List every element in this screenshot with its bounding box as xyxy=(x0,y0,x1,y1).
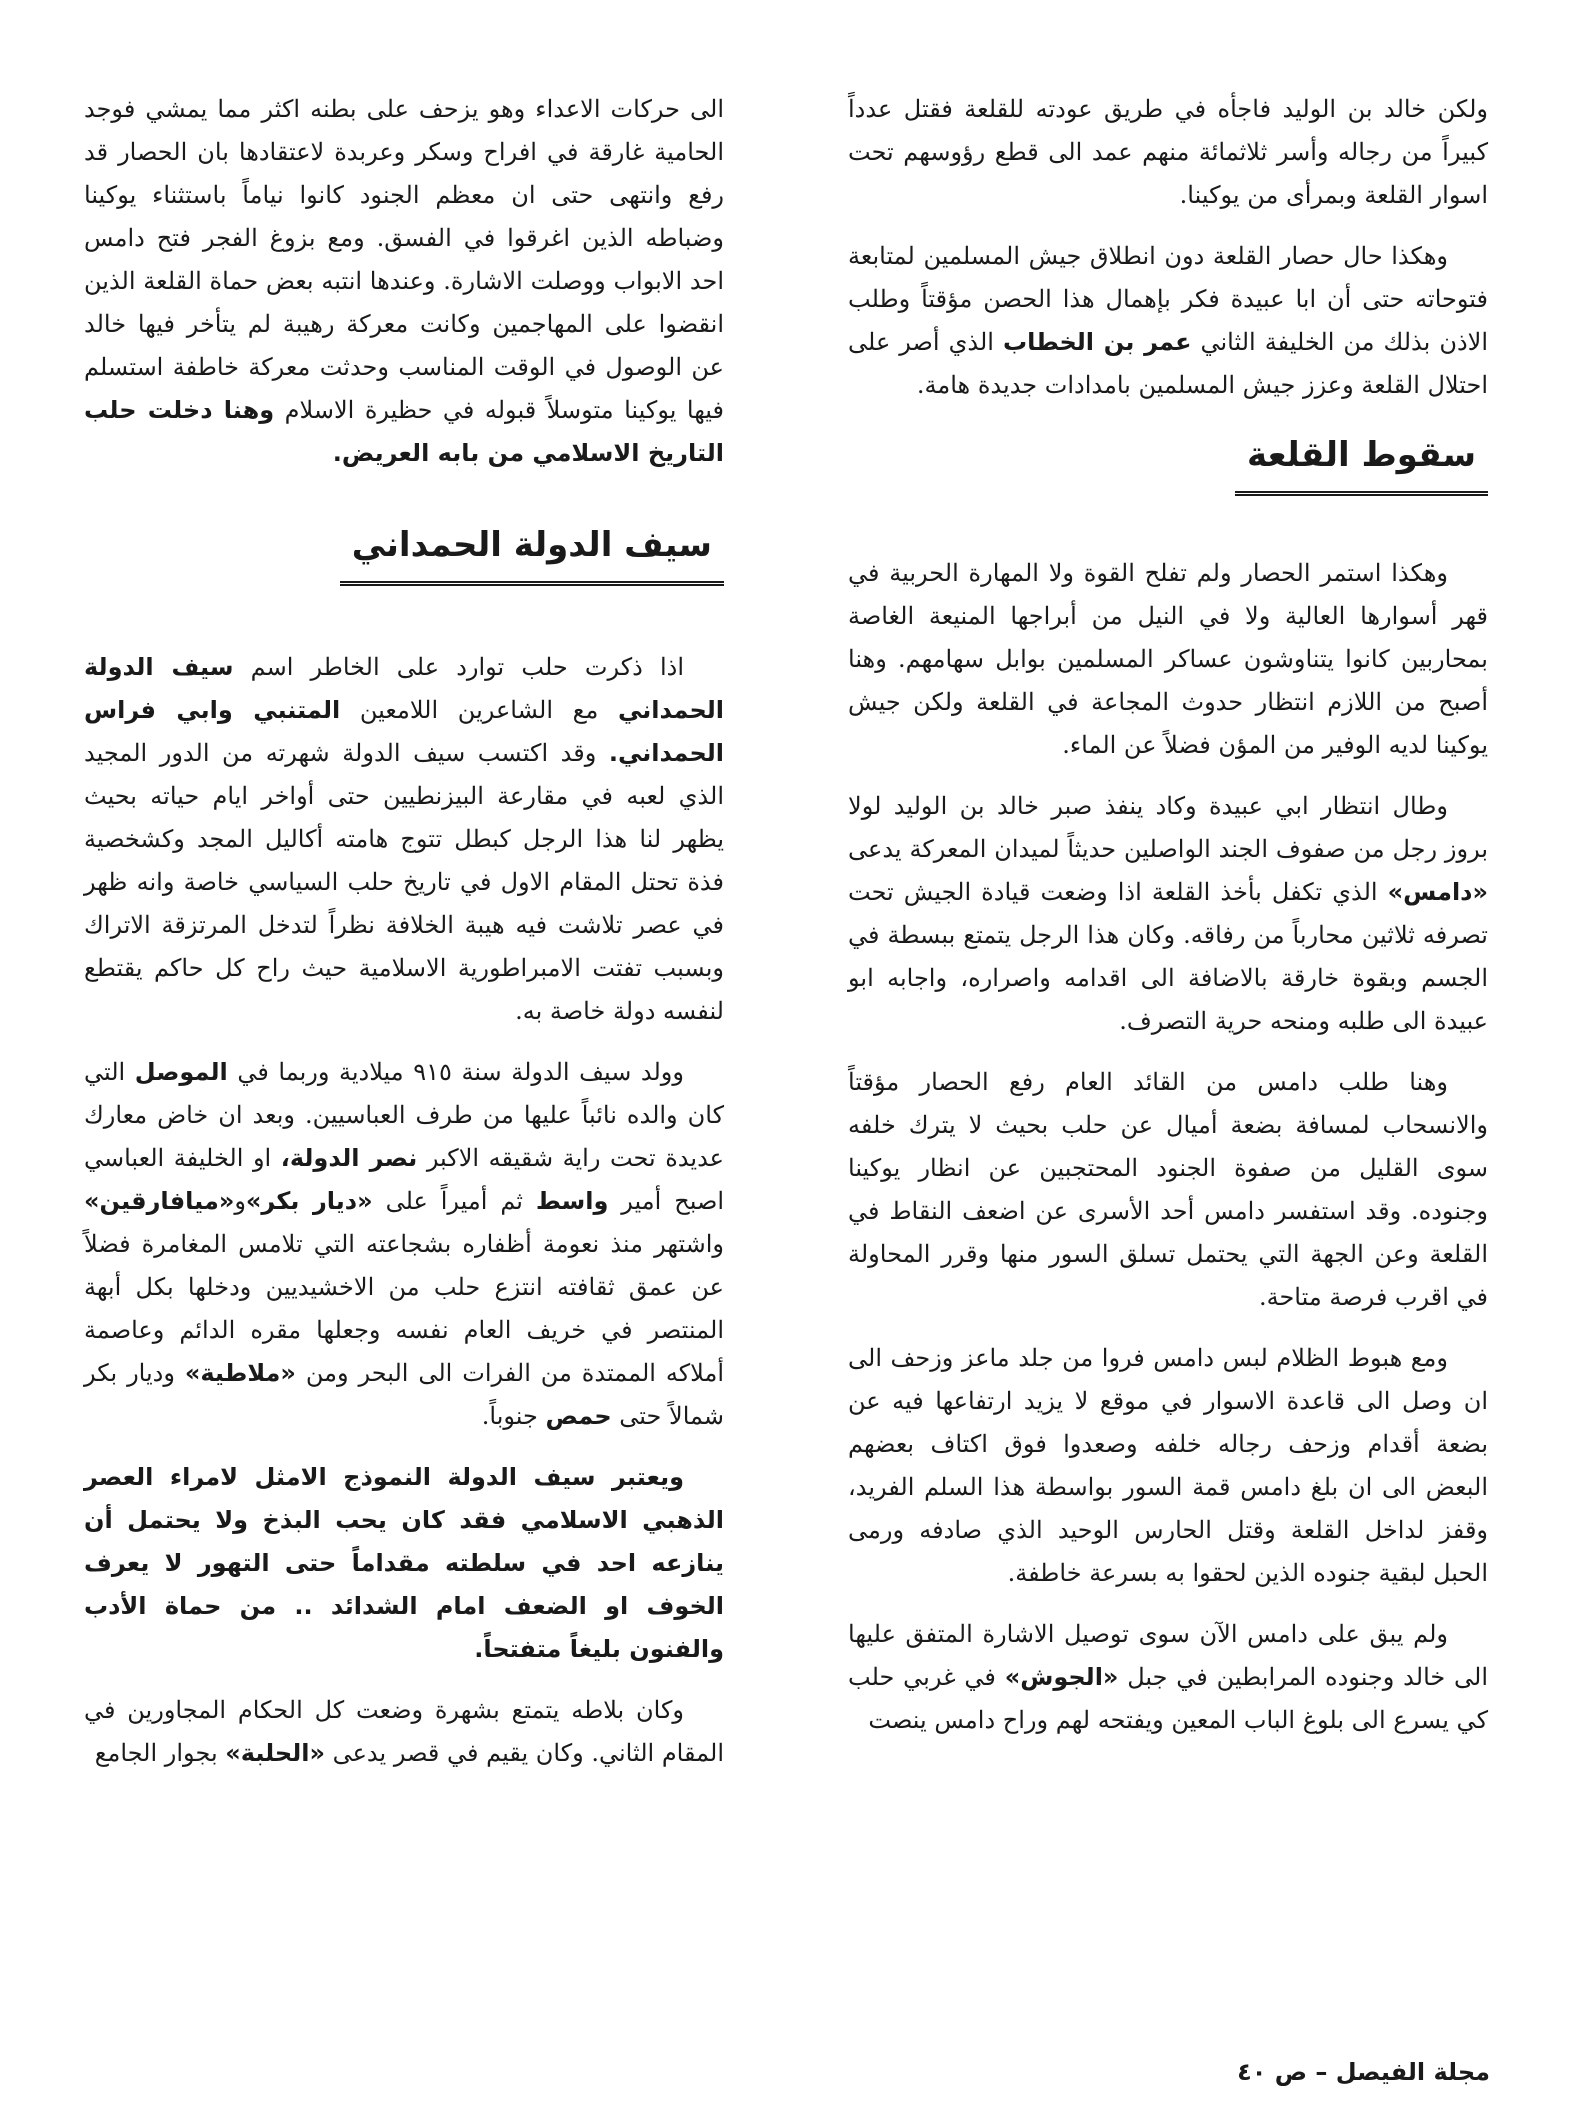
text-span: و xyxy=(234,1187,246,1215)
text-span: وولد سيف الدولة سنة ٩١٥ ميلادية وربما في xyxy=(237,1058,684,1086)
text-span: وديار بكر شمالاً حتى xyxy=(84,1359,724,1430)
text-span: في غربي حلب كي يسرع الى بلوغ الباب المعين ويفتحه لهم وراح دامس ينصت xyxy=(848,1663,1488,1734)
bold-aleppo-enters-islam: وهنا دخلت حلب التاريخ الاسلامي من بابه العريض. xyxy=(84,396,724,467)
text-span: مع الشاعرين اللامعين xyxy=(359,696,599,724)
right-column xyxy=(848,88,1488,1760)
left-column xyxy=(84,88,724,1793)
bold-name-poets: المتنبي وابي فراس الحمداني. xyxy=(84,696,724,767)
bold-place-wasit: واسط xyxy=(535,1187,609,1215)
bold-name-umar: عمر بن الخطاب xyxy=(1002,328,1192,356)
bold-place-malatya: «ملاطية» xyxy=(184,1359,296,1387)
text-span: التي كان والده نائباً عليها من طرف العباسيين. وبعد ان خاض معارك عديدة تحت راية شقيقه الاكبر xyxy=(84,1058,724,1172)
paragraph-battle-end xyxy=(84,88,724,475)
bold-golden-age-text: ويعتبر سيف الدولة النموذج الامثل لامراء العصر الذهبي الاسلامي فقد كان يحب البذخ ولا يحتمل أن ينازعه احد في سلطته مقداماً حتى التهور لا يعرف الخوف او الضعف امام الشدائد .. من حماة الأدب والفنون بليغاً متفتحاً. xyxy=(84,1463,724,1663)
paragraph-court xyxy=(84,1689,724,1775)
text-span: اذا ذكرت حلب توارد على الخاطر اسم xyxy=(250,653,685,681)
text-span: الى حركات الاعداء وهو يزحف على بطنه اكثر مما يمشي فوجد الحامية غارقة في افراح وسكر وعربدة لاعتقادها بان الحصار قد رفع وانتهى حتى ان معظم الجنود كانوا نياماً باستثناء يوكينا وضباطه الذين اغرقوا في الفسق. ومع بزوغ الفجر فتح دامس احد الابواب ووصلت الاشارة. وعندها انتبه بعض حماة القلعة الذين انقضوا على المهاجمين وكانت معركة رهيبة لم يتأخر فيها خالد عن الوصول في الوقت المناسب وحدثت معركة خاطفة استسلم فيها يوكينا متوسلاً قبوله في حظيرة الاسلام xyxy=(84,95,725,424)
paragraph-siege-continues: وهكذا استمر الحصار ولم تفلح القوة ولا المهارة الحربية في قهر أسوارها العالية ولا في النيل من أبراجها المنيعة الغاصة بمحاربين كانوا يتناوشون عساكر المسلمين بوابل سهامهم. وهنا أصبح من اللازم انتظار حدوث المجاعة في القلعة ولكن جيش يوكينا لديه الوفير من المؤن فضلاً عن الماء. xyxy=(848,559,1488,759)
paragraph-sayf-intro xyxy=(84,646,724,1033)
paragraph-night-climb: ومع هبوط الظلام لبس دامس فروا من جلد ماعز وزحف الى ان وصل الى قاعدة الاسوار في موقع لا يزيد ارتفاعها فيه عن بضعة أقدام وزحف رجاله خلفه وصعدوا فوق اكتاف بعضهم البعض الى ان بلغ دامس قمة السور بواسطة هذا السلم الفريد، وقفز لداخل القلعة وقتل الحارس الوحيد الذي صادفه ورمى الحبل لبقية جنوده الذين لحقوا به بسرعة خاطفة. xyxy=(848,1344,1488,1587)
text-span: وطال انتظار ابي عبيدة وكاد ينفذ صبر خالد بن الوليد لولا بروز رجل من صفوف الجند الواصلين حديثاً لميدان المعركة يدعى xyxy=(848,792,1488,863)
bold-name-nasr: نصر الدولة، xyxy=(280,1144,418,1172)
paragraph-sayf-birth xyxy=(84,1051,724,1438)
paragraph-signal xyxy=(848,1613,1488,1742)
bold-name-jawsh: «الجوش» xyxy=(1004,1663,1119,1691)
paragraph-khalid-return: ولكن خالد بن الوليد فاجأه في طريق عودته للقلعة فقتل عدداً كبيراً من رجاله وأسر ثلاثمائة منهم عمد الى قطع رؤوسهم تحت اسوار القلعة وبمرأى من يوكينا. xyxy=(848,95,1488,209)
bold-name-sayf: سيف الدولة الحمداني xyxy=(84,653,724,724)
text-span: وهكذا حال حصار القلعة دون انطلاق جيش المسلمين لمتابعة فتوحاته حتى أن ابا عبيدة فكر بإهمال هذا الحصن مؤقتاً وطلب الاذن بذلك من الخليفة الثاني xyxy=(848,242,1489,356)
paragraph-damis-appears xyxy=(848,785,1488,1043)
paragraph-golden-age xyxy=(84,1456,724,1671)
text-span: ولم يبق على دامس الآن سوى توصيل الاشارة المتفق عليها الى خالد وجنوده المرابطين في جبل xyxy=(848,1620,1488,1691)
heading-sayf-al-dawla-wrap xyxy=(84,519,724,586)
bold-place-halba: «الحلبة» xyxy=(225,1739,325,1767)
bold-place-mosul: الموصل xyxy=(134,1058,228,1086)
bold-place-homs: حمص xyxy=(545,1402,612,1430)
text-span: الذي تكفل بأخذ القلعة اذا وضعت قيادة الجيش تحت تصرفه ثلاثين محارباً من رفاقه. وكان هذا الرجل يتمتع ببسطة في الجسم وبقوة خارقة بالاضافة الى اقدامه واصراره، واجابه ابو عبيدة الى طلبه ومنحه حرية التصرف. xyxy=(848,878,1488,1035)
text-span: بجوار الجامع xyxy=(94,1739,218,1767)
paragraph-damis-plan: وهنا طلب دامس من القائد العام رفع الحصار مؤقتاً والانسحاب لمسافة بضعة أميال عن حلب بحيث لا يترك خلفه سوى القليل من صفوة الجنود المحتجبين عن انظار يوكينا وجنوده. وقد استفسر دامس أحد الأسرى عن اضعف النقاط في القلعة وعن الجهة التي يحتمل تسلق السور منها وقرر المحاولة في اقرب فرصة متاحة. xyxy=(848,1068,1489,1311)
text-span: واشتهر منذ نعومة أظفاره بشجاعته التي تلامس المغامرة فضلاً عن عمق ثقافته انتزع حلب من الاخشيديين ودخلها بكل أبهة المنتصر في خريف العام نفسه وجعلها مقره الدائم وعاصمة أملاكه الممتدة من الفرات الى البحر ومن xyxy=(84,1230,724,1387)
paragraph-siege-halts xyxy=(848,235,1488,407)
heading-sayf-al-dawla: سيف الدولة الحمداني xyxy=(340,519,724,586)
text-span: جنوباً. xyxy=(481,1402,538,1430)
text-span: او الخليفة العباسي اصبح أمير xyxy=(84,1144,725,1215)
heading-fall-of-citadel: سقوط القلعة xyxy=(1235,429,1488,496)
bold-place-diyar-bakr: «ديار بكر» xyxy=(245,1187,373,1215)
text-span: الذي أصر على احتلال القلعة وعزز جيش المسلمين بامدادات جديدة هامة. xyxy=(848,328,1488,399)
bold-name-damis: «دامس» xyxy=(1387,878,1488,906)
text-span: وقد اكتسب سيف الدولة شهرته من الدور المجيد الذي لعبه في مقارعة البيزنطيين حتى أواخر ايام حياته بحيث يظهر لنا هذا الرجل كبطل تتوج هامته أكاليل المجد وكشخصية فذة تحتل المقام الاول في تاريخ حلب السياسي خاصة وانه ظهر في عصر تلاشت فيه هيبة الخلافة نظراً لتدخل المرتزقة الاتراك وبسبب تفتت الامبراطورية الاسلامية حيث راح كل حاكم يقتطع لنفسه دولة خاصة به. xyxy=(84,739,724,1025)
heading-fall-of-citadel-wrap xyxy=(848,429,1488,496)
page-footer: مجلة الفيصل – ص ٤٠ xyxy=(1237,2058,1490,2086)
bold-place-mayyafariqin: «ميافارقين» xyxy=(84,1187,235,1215)
text-span: ثم أميراً على xyxy=(385,1187,523,1215)
text-span: وكان بلاطه يتمتع بشهرة وضعت كل الحكام المجاورين في المقام الثاني. وكان يقيم في قصر يدعى xyxy=(84,1696,724,1767)
